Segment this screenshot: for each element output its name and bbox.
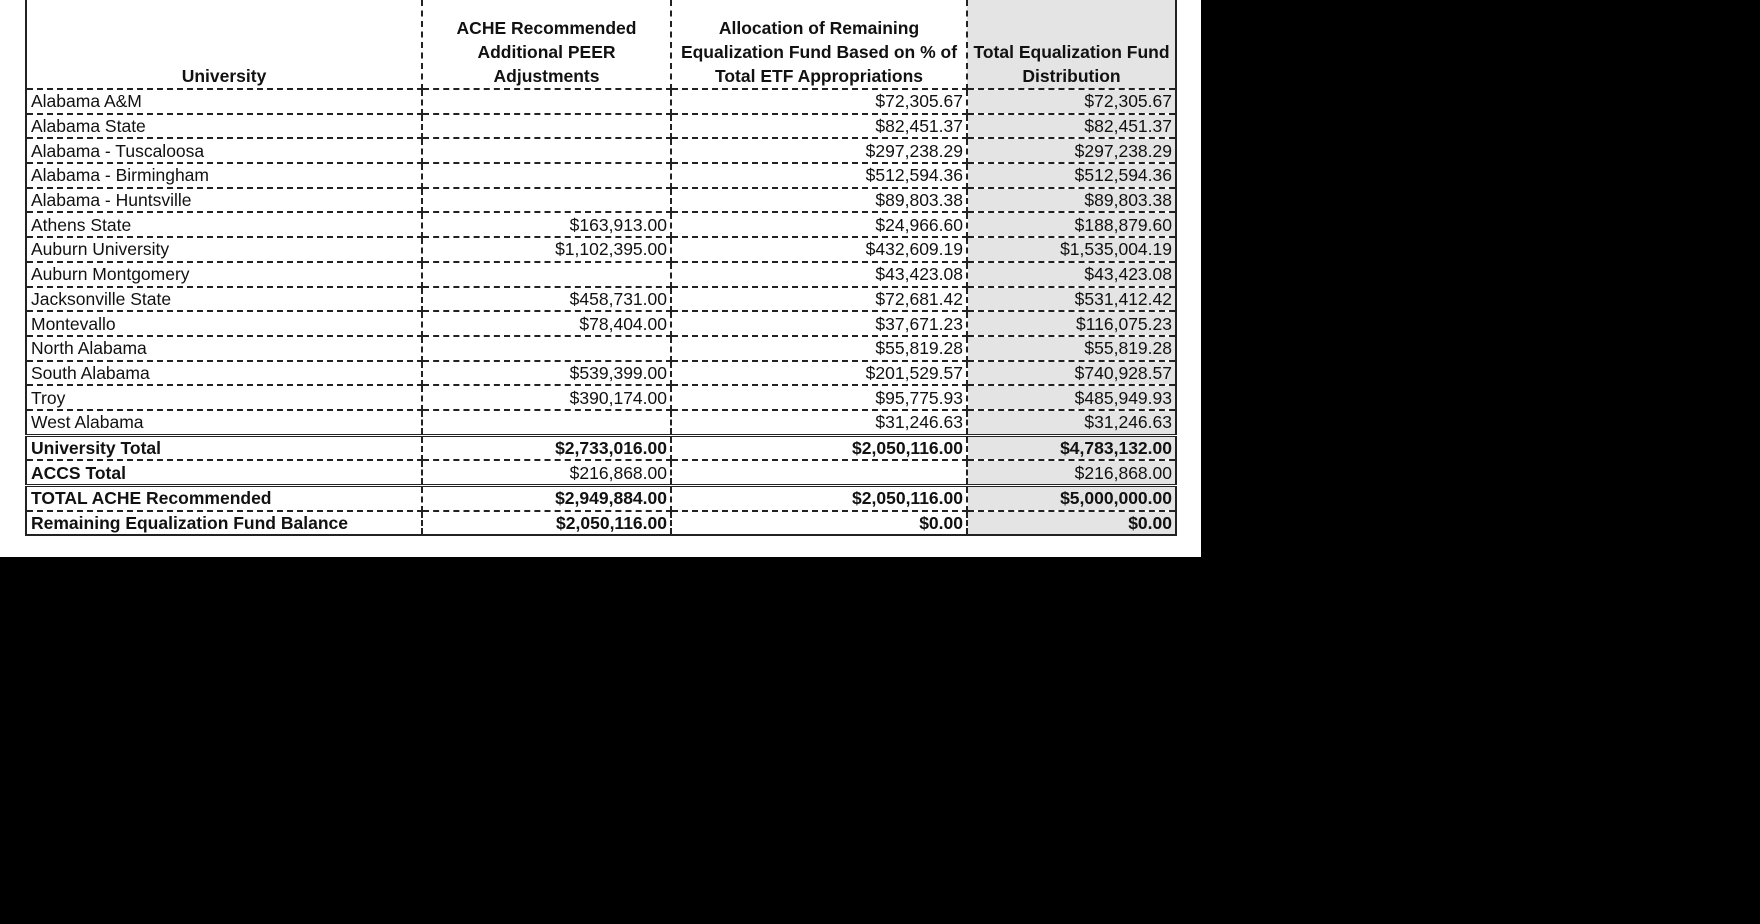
peer-adjustment-value (422, 114, 671, 139)
peer-adjustment-value: $163,913.00 (422, 212, 671, 237)
allocation-value: $89,803.38 (671, 188, 967, 213)
table-row (26, 188, 1176, 213)
table-row (26, 262, 1176, 287)
university-name: Alabama - Huntsville (26, 188, 422, 213)
table-row (26, 311, 1176, 336)
ache-total-row (26, 486, 1176, 511)
university-name: Montevallo (26, 311, 422, 336)
header-peer-adjustments: ACHE Recommended Additional PEER Adjustments (422, 0, 671, 89)
university-name: Alabama - Tuscaloosa (26, 138, 422, 163)
university-name: North Alabama (26, 336, 422, 361)
university-name: Jacksonville State (26, 287, 422, 312)
remaining-balance-distribution: $0.00 (967, 511, 1176, 536)
peer-adjustment-value (422, 89, 671, 114)
allocation-value: $24,966.60 (671, 212, 967, 237)
peer-adjustment-value (422, 336, 671, 361)
total-distribution-value: $485,949.93 (967, 385, 1176, 410)
peer-adjustment-value: $78,404.00 (422, 311, 671, 336)
total-distribution-value: $512,594.36 (967, 163, 1176, 188)
peer-adjustment-value (422, 410, 671, 435)
allocation-value: $82,451.37 (671, 114, 967, 139)
university-total-row (26, 435, 1176, 460)
total-distribution-value: $82,451.37 (967, 114, 1176, 139)
header-allocation: Allocation of Remaining Equalization Fund Based on % of Total ETF Appropriations (671, 0, 967, 89)
university-name: South Alabama (26, 361, 422, 386)
university-name: Auburn Montgomery (26, 262, 422, 287)
table-row (26, 237, 1176, 262)
accs-total-label: ACCS Total (26, 460, 422, 485)
peer-adjustment-value: $539,399.00 (422, 361, 671, 386)
total-distribution-value: $188,879.60 (967, 212, 1176, 237)
table-row (26, 410, 1176, 435)
peer-adjustment-value (422, 188, 671, 213)
total-distribution-value: $43,423.08 (967, 262, 1176, 287)
total-distribution-value: $531,412.42 (967, 287, 1176, 312)
remaining-balance-label: Remaining Equalization Fund Balance (26, 511, 422, 536)
total-distribution-value: $740,928.57 (967, 361, 1176, 386)
allocation-value: $55,819.28 (671, 336, 967, 361)
accs-total-peer: $216,868.00 (422, 460, 671, 485)
accs-total-row (26, 460, 1176, 485)
peer-adjustment-value: $1,102,395.00 (422, 237, 671, 262)
table-row (26, 361, 1176, 386)
remaining-balance-peer: $2,050,116.00 (422, 511, 671, 536)
table-row (26, 287, 1176, 312)
ache-total-allocation: $2,050,116.00 (671, 486, 967, 511)
total-distribution-value: $72,305.67 (967, 89, 1176, 114)
allocation-value: $201,529.57 (671, 361, 967, 386)
header-total-distribution: Total Equalization Fund Distribution (967, 0, 1176, 89)
university-name: Auburn University (26, 237, 422, 262)
university-total-label: University Total (26, 435, 422, 460)
peer-adjustment-value: $390,174.00 (422, 385, 671, 410)
allocation-value: $512,594.36 (671, 163, 967, 188)
remaining-balance-allocation: $0.00 (671, 511, 967, 536)
peer-adjustment-value (422, 163, 671, 188)
university-name: Troy (26, 385, 422, 410)
total-distribution-value: $89,803.38 (967, 188, 1176, 213)
university-total-allocation: $2,050,116.00 (671, 435, 967, 460)
table-row (26, 212, 1176, 237)
table-row (26, 114, 1176, 139)
university-name: Alabama A&M (26, 89, 422, 114)
total-distribution-value: $31,246.63 (967, 410, 1176, 435)
allocation-value: $72,305.67 (671, 89, 967, 114)
table-row (26, 385, 1176, 410)
allocation-value: $95,775.93 (671, 385, 967, 410)
ache-total-label: TOTAL ACHE Recommended (26, 486, 422, 511)
total-distribution-value: $1,535,004.19 (967, 237, 1176, 262)
table-row (26, 138, 1176, 163)
peer-adjustment-value (422, 138, 671, 163)
peer-adjustment-value (422, 262, 671, 287)
ache-total-peer: $2,949,884.00 (422, 486, 671, 511)
document-page (0, 0, 1201, 557)
remaining-balance-row (26, 511, 1176, 536)
table-row (26, 89, 1176, 114)
allocation-value: $43,423.08 (671, 262, 967, 287)
university-total-distribution: $4,783,132.00 (967, 435, 1176, 460)
accs-total-allocation (671, 460, 967, 485)
header-row (26, 0, 1176, 89)
allocation-value: $31,246.63 (671, 410, 967, 435)
university-name: Alabama State (26, 114, 422, 139)
table-row (26, 163, 1176, 188)
total-distribution-value: $116,075.23 (967, 311, 1176, 336)
university-name: Alabama - Birmingham (26, 163, 422, 188)
university-name: Athens State (26, 212, 422, 237)
equalization-fund-table (25, 0, 1177, 536)
peer-adjustment-value: $458,731.00 (422, 287, 671, 312)
allocation-value: $72,681.42 (671, 287, 967, 312)
total-distribution-value: $297,238.29 (967, 138, 1176, 163)
allocation-value: $432,609.19 (671, 237, 967, 262)
allocation-value: $297,238.29 (671, 138, 967, 163)
table-row (26, 336, 1176, 361)
university-name: West Alabama (26, 410, 422, 435)
allocation-value: $37,671.23 (671, 311, 967, 336)
accs-total-distribution: $216,868.00 (967, 460, 1176, 485)
ache-total-distribution: $5,000,000.00 (967, 486, 1176, 511)
header-university: University (26, 0, 422, 89)
university-total-peer: $2,733,016.00 (422, 435, 671, 460)
total-distribution-value: $55,819.28 (967, 336, 1176, 361)
